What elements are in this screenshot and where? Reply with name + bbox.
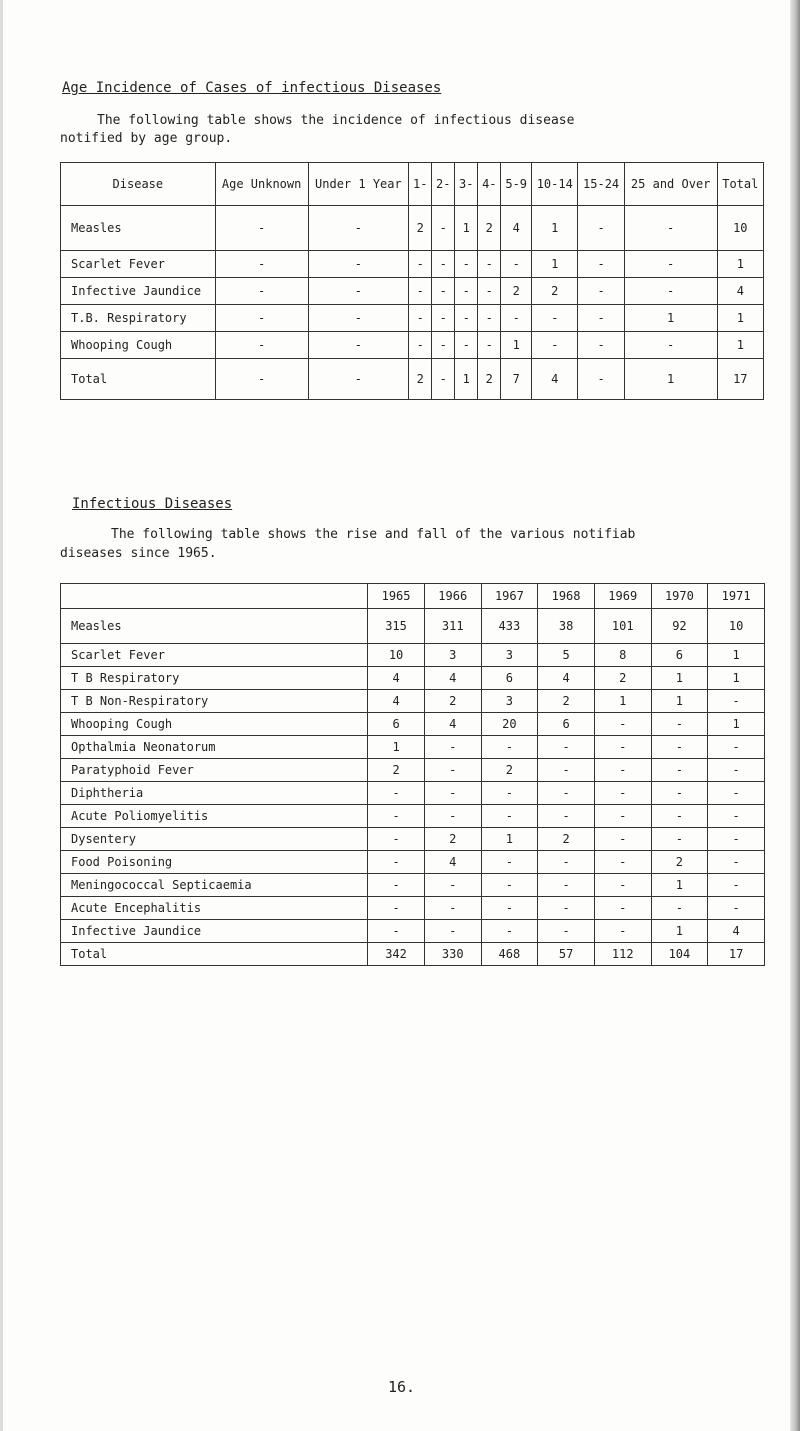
year-table-header-row: [61, 584, 765, 609]
value-cell: 1: [481, 828, 538, 851]
value-cell: 6: [651, 644, 708, 667]
value-cell: -: [424, 759, 481, 782]
column-header: 5-9: [501, 163, 532, 206]
value-cell: 315: [368, 609, 425, 644]
value-cell: -: [532, 332, 578, 359]
value-cell: -: [308, 332, 409, 359]
disease-name-cell: Infective Jaundice: [61, 278, 216, 305]
value-cell: 3: [481, 690, 538, 713]
table-row: [61, 943, 765, 966]
yearly-notifications-table: [60, 583, 765, 966]
value-cell: -: [538, 782, 595, 805]
value-cell: 1: [651, 667, 708, 690]
disease-name-cell: Dysentery: [61, 828, 368, 851]
disease-name-cell: Meningococcal Septicaemia: [61, 874, 368, 897]
value-cell: 2: [481, 759, 538, 782]
value-cell: -: [409, 278, 432, 305]
disease-name-cell: Opthalmia Neonatorum: [61, 736, 368, 759]
value-cell: 1: [532, 251, 578, 278]
value-cell: -: [532, 305, 578, 332]
table-row: [61, 332, 764, 359]
value-cell: 38: [538, 609, 595, 644]
value-cell: -: [432, 206, 455, 251]
value-cell: 4: [424, 713, 481, 736]
value-cell: 330: [424, 943, 481, 966]
value-cell: -: [368, 897, 425, 920]
section-title: Infectious Diseases: [72, 496, 233, 512]
value-cell: 17: [717, 359, 763, 400]
intro-text-line-2: notified by age group.: [60, 131, 233, 146]
value-cell: 1: [717, 332, 763, 359]
column-header: 1967: [481, 584, 538, 609]
value-cell: -: [538, 736, 595, 759]
value-cell: -: [651, 736, 708, 759]
table-row: [61, 278, 764, 305]
value-cell: 10: [717, 206, 763, 251]
disease-name-cell: Scarlet Fever: [61, 251, 216, 278]
value-cell: -: [594, 805, 651, 828]
value-cell: -: [538, 759, 595, 782]
value-cell: -: [594, 759, 651, 782]
disease-name-cell: Acute Poliomyelitis: [61, 805, 368, 828]
value-cell: -: [578, 332, 624, 359]
value-cell: -: [478, 332, 501, 359]
table-row: [61, 667, 765, 690]
disease-name-cell: Scarlet Fever: [61, 644, 368, 667]
column-header: 1965: [368, 584, 425, 609]
value-cell: 4: [532, 359, 578, 400]
disease-name-cell: Infective Jaundice: [61, 920, 368, 943]
value-cell: -: [481, 874, 538, 897]
value-cell: 2: [368, 759, 425, 782]
value-cell: 1: [624, 305, 717, 332]
value-cell: -: [708, 874, 765, 897]
value-cell: -: [215, 251, 308, 278]
value-cell: -: [481, 782, 538, 805]
table-row: [61, 736, 765, 759]
value-cell: -: [651, 828, 708, 851]
value-cell: -: [594, 851, 651, 874]
value-cell: 1: [624, 359, 717, 400]
value-cell: 1: [708, 713, 765, 736]
value-cell: 112: [594, 943, 651, 966]
column-header: [61, 584, 368, 609]
value-cell: -: [368, 874, 425, 897]
column-header: 10-14: [532, 163, 578, 206]
value-cell: -: [594, 874, 651, 897]
column-header: 1970: [651, 584, 708, 609]
value-cell: 8: [594, 644, 651, 667]
value-cell: -: [538, 920, 595, 943]
table-row: [61, 305, 764, 332]
column-header: Under 1 Year: [308, 163, 409, 206]
value-cell: -: [478, 251, 501, 278]
value-cell: -: [368, 805, 425, 828]
value-cell: -: [424, 920, 481, 943]
value-cell: -: [708, 759, 765, 782]
disease-name-cell: Measles: [61, 206, 216, 251]
value-cell: -: [651, 782, 708, 805]
value-cell: 2: [501, 278, 532, 305]
value-cell: 2: [424, 690, 481, 713]
value-cell: -: [481, 920, 538, 943]
value-cell: -: [368, 920, 425, 943]
value-cell: -: [651, 759, 708, 782]
value-cell: -: [708, 828, 765, 851]
value-cell: -: [651, 713, 708, 736]
value-cell: -: [308, 305, 409, 332]
value-cell: 17: [708, 943, 765, 966]
value-cell: 468: [481, 943, 538, 966]
value-cell: 342: [368, 943, 425, 966]
column-header: 4-: [478, 163, 501, 206]
value-cell: 2: [538, 828, 595, 851]
disease-name-cell: Acute Encephalitis: [61, 897, 368, 920]
value-cell: -: [455, 332, 478, 359]
value-cell: 1: [717, 305, 763, 332]
value-cell: -: [594, 897, 651, 920]
value-cell: 4: [538, 667, 595, 690]
table-row: [61, 805, 765, 828]
value-cell: 10: [368, 644, 425, 667]
table-row: [61, 206, 764, 251]
value-cell: 1: [594, 690, 651, 713]
value-cell: 1: [501, 332, 532, 359]
value-cell: 4: [501, 206, 532, 251]
value-cell: -: [215, 332, 308, 359]
value-cell: 2: [478, 359, 501, 400]
disease-name-cell: T.B. Respiratory: [61, 305, 216, 332]
value-cell: 1: [455, 206, 478, 251]
value-cell: -: [215, 206, 308, 251]
value-cell: 104: [651, 943, 708, 966]
value-cell: -: [708, 805, 765, 828]
intro-text-line-1: The following table shows the incidence of infectious disease: [97, 113, 575, 128]
age-incidence-table: [60, 162, 764, 400]
value-cell: -: [538, 874, 595, 897]
value-cell: -: [455, 278, 478, 305]
value-cell: 1: [708, 644, 765, 667]
value-cell: 1: [455, 359, 478, 400]
value-cell: -: [578, 278, 624, 305]
value-cell: -: [624, 332, 717, 359]
table-row: [61, 828, 765, 851]
disease-name-cell: Paratyphoid Fever: [61, 759, 368, 782]
value-cell: 1: [651, 874, 708, 897]
value-cell: -: [708, 851, 765, 874]
value-cell: 6: [538, 713, 595, 736]
value-cell: 2: [538, 690, 595, 713]
column-header: 15-24: [578, 163, 624, 206]
disease-name-cell: Total: [61, 943, 368, 966]
value-cell: -: [455, 251, 478, 278]
value-cell: -: [624, 251, 717, 278]
scan-edge-left: [0, 0, 3, 1431]
value-cell: 4: [368, 667, 425, 690]
value-cell: 1: [532, 206, 578, 251]
table-row: [61, 874, 765, 897]
value-cell: -: [432, 332, 455, 359]
value-cell: -: [215, 278, 308, 305]
value-cell: -: [578, 305, 624, 332]
value-cell: -: [708, 897, 765, 920]
value-cell: 2: [424, 828, 481, 851]
value-cell: -: [409, 305, 432, 332]
value-cell: 4: [717, 278, 763, 305]
value-cell: -: [594, 828, 651, 851]
value-cell: 2: [651, 851, 708, 874]
value-cell: -: [424, 736, 481, 759]
value-cell: 2: [409, 359, 432, 400]
value-cell: 4: [708, 920, 765, 943]
value-cell: 2: [594, 667, 651, 690]
value-cell: 57: [538, 943, 595, 966]
table-row: [61, 713, 765, 736]
value-cell: -: [624, 278, 717, 305]
disease-name-cell: Diphtheria: [61, 782, 368, 805]
value-cell: 2: [532, 278, 578, 305]
value-cell: 1: [717, 251, 763, 278]
disease-name-cell: Food Poisoning: [61, 851, 368, 874]
value-cell: 92: [651, 609, 708, 644]
value-cell: -: [424, 897, 481, 920]
value-cell: -: [368, 828, 425, 851]
table-row: [61, 920, 765, 943]
value-cell: -: [708, 782, 765, 805]
value-cell: -: [708, 690, 765, 713]
value-cell: -: [409, 251, 432, 278]
column-header: Disease: [61, 163, 216, 206]
value-cell: -: [432, 278, 455, 305]
value-cell: -: [455, 305, 478, 332]
value-cell: 4: [424, 851, 481, 874]
value-cell: -: [578, 251, 624, 278]
value-cell: 1: [708, 667, 765, 690]
table-row: [61, 644, 765, 667]
page-number: 16.: [388, 1378, 416, 1396]
age-table-header-row: [61, 163, 764, 206]
value-cell: -: [501, 305, 532, 332]
value-cell: -: [215, 359, 308, 400]
table-row: [61, 759, 765, 782]
value-cell: 2: [478, 206, 501, 251]
value-cell: -: [478, 278, 501, 305]
value-cell: -: [594, 736, 651, 759]
value-cell: 101: [594, 609, 651, 644]
disease-name-cell: Whooping Cough: [61, 332, 216, 359]
value-cell: -: [409, 332, 432, 359]
value-cell: -: [594, 920, 651, 943]
value-cell: 6: [481, 667, 538, 690]
column-header: 1-: [409, 163, 432, 206]
value-cell: 4: [424, 667, 481, 690]
value-cell: -: [594, 782, 651, 805]
value-cell: 433: [481, 609, 538, 644]
table-row: [61, 251, 764, 278]
value-cell: -: [424, 782, 481, 805]
value-cell: 1: [368, 736, 425, 759]
column-header: 3-: [455, 163, 478, 206]
value-cell: -: [538, 805, 595, 828]
table-row: [61, 782, 765, 805]
value-cell: 1: [651, 690, 708, 713]
table-row: [61, 690, 765, 713]
column-header: Total: [717, 163, 763, 206]
value-cell: -: [578, 206, 624, 251]
value-cell: -: [308, 206, 409, 251]
value-cell: -: [432, 305, 455, 332]
value-cell: 10: [708, 609, 765, 644]
value-cell: 7: [501, 359, 532, 400]
value-cell: 5: [538, 644, 595, 667]
page-title: Age Incidence of Cases of infectious Diseases: [62, 80, 442, 96]
value-cell: -: [368, 851, 425, 874]
value-cell: -: [481, 897, 538, 920]
table-row: [61, 851, 765, 874]
value-cell: -: [624, 206, 717, 251]
value-cell: -: [594, 713, 651, 736]
value-cell: 6: [368, 713, 425, 736]
value-cell: -: [651, 805, 708, 828]
value-cell: -: [481, 805, 538, 828]
value-cell: 1: [651, 920, 708, 943]
value-cell: -: [578, 359, 624, 400]
table-row: [61, 359, 764, 400]
column-header: 1966: [424, 584, 481, 609]
value-cell: -: [538, 851, 595, 874]
value-cell: 4: [368, 690, 425, 713]
scan-edge-right: [790, 0, 800, 1431]
value-cell: -: [424, 805, 481, 828]
value-cell: 3: [481, 644, 538, 667]
value-cell: -: [424, 874, 481, 897]
column-header: 1971: [708, 584, 765, 609]
column-header: 2-: [432, 163, 455, 206]
value-cell: -: [651, 897, 708, 920]
value-cell: -: [432, 251, 455, 278]
value-cell: -: [481, 736, 538, 759]
section-text-line-1: The following table shows the rise and fall of the various notifiab: [111, 527, 636, 542]
table-row: [61, 609, 765, 644]
column-header: 1969: [594, 584, 651, 609]
column-header: Age Unknown: [215, 163, 308, 206]
value-cell: -: [215, 305, 308, 332]
value-cell: 3: [424, 644, 481, 667]
disease-name-cell: Measles: [61, 609, 368, 644]
value-cell: -: [478, 305, 501, 332]
value-cell: -: [538, 897, 595, 920]
column-header: 1968: [538, 584, 595, 609]
value-cell: -: [501, 251, 532, 278]
value-cell: -: [308, 359, 409, 400]
column-header: 25 and Over: [624, 163, 717, 206]
disease-name-cell: T B Non-Respiratory: [61, 690, 368, 713]
value-cell: -: [432, 359, 455, 400]
value-cell: -: [308, 278, 409, 305]
table-row: [61, 897, 765, 920]
value-cell: 20: [481, 713, 538, 736]
value-cell: -: [308, 251, 409, 278]
value-cell: -: [368, 782, 425, 805]
value-cell: 311: [424, 609, 481, 644]
value-cell: -: [481, 851, 538, 874]
disease-name-cell: Whooping Cough: [61, 713, 368, 736]
disease-name-cell: T B Respiratory: [61, 667, 368, 690]
value-cell: 2: [409, 206, 432, 251]
disease-name-cell: Total: [61, 359, 216, 400]
value-cell: -: [708, 736, 765, 759]
section-text-line-2: diseases since 1965.: [60, 546, 217, 561]
